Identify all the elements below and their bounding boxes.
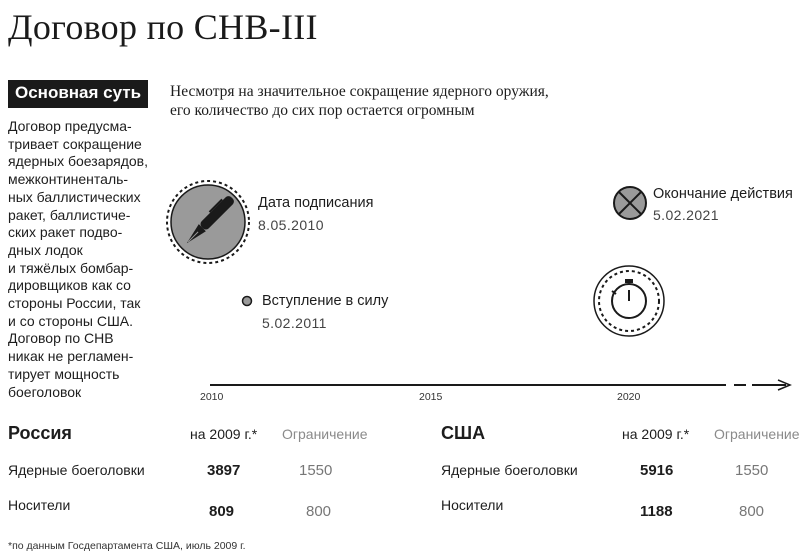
summary-line: ских ракет подво- <box>8 224 123 241</box>
signing-date: 8.05.2010 <box>258 217 324 233</box>
russia-row-limit: 800 <box>306 503 332 520</box>
russia-title: Россия <box>8 423 72 443</box>
page-title: Договор по СНВ-III <box>8 7 318 47</box>
cross-circle-icon <box>614 187 646 219</box>
summary-line: и тяжёлых бомбар- <box>8 259 134 276</box>
pen-icon <box>167 181 249 263</box>
timeline-axis <box>210 380 790 390</box>
summary-line: никак не регламен- <box>8 348 134 365</box>
headline-line: его количество до сих пор остается огромным <box>170 102 475 119</box>
russia-col-year: на 2009 г.* <box>190 426 258 442</box>
summary-line: ных баллистических <box>8 188 141 205</box>
russia-row-label: Носители <box>8 497 71 513</box>
usa-row-limit: 800 <box>739 503 765 520</box>
year-tick: 2010 <box>200 391 224 403</box>
summary-line: и со стороны США. <box>8 312 134 329</box>
summary-line: Договор по СНВ <box>8 330 114 347</box>
signing-label: Дата подписания <box>258 195 374 211</box>
effect-date: 5.02.2011 <box>262 315 327 331</box>
effect-label: Вступление в силу <box>262 293 389 309</box>
usa-row-label: Носители <box>441 497 504 513</box>
russia-row-value: 3897 <box>207 462 241 479</box>
russia-col-limit: Ограничение <box>282 426 368 442</box>
usa-title: США <box>441 423 486 443</box>
summary-line: тирует мощность <box>8 365 120 382</box>
stopwatch-icon <box>594 266 664 336</box>
year-tick: 2020 <box>617 391 641 403</box>
end-label: Окончание действия <box>653 186 793 202</box>
end-date: 5.02.2021 <box>653 207 719 223</box>
summary-line: боеголовок <box>8 383 82 400</box>
russia-row-limit: 1550 <box>299 462 333 479</box>
usa-row-label: Ядерные боеголовки <box>441 462 578 478</box>
summary-line: Договор предусма- <box>8 118 132 134</box>
headline-line: Несмотря на значительное сокращение ядерного оружия, <box>170 83 549 100</box>
usa-col-year: на 2009 г.* <box>622 426 690 442</box>
russia-row-value: 809 <box>209 503 235 520</box>
usa-row-value: 1188 <box>640 503 673 520</box>
usa-col-limit: Ограничение <box>714 426 800 442</box>
summary-line: ракет, баллистиче- <box>8 206 131 223</box>
usa-row-limit: 1550 <box>735 462 769 479</box>
section-badge: Основная суть <box>8 80 148 108</box>
year-tick: 2015 <box>419 391 443 403</box>
summary-line: ядерных боезарядов, <box>8 153 148 170</box>
summary-line: стороны России, так <box>8 295 141 312</box>
summary-line: тривает сокращение <box>8 135 142 152</box>
dot-icon <box>243 297 252 306</box>
usa-row-value: 5916 <box>640 462 674 479</box>
footnote: *по данным Госдепартамента США, июль 2009 г. <box>8 540 246 552</box>
russia-row-label: Ядерные боеголовки <box>8 462 145 478</box>
summary-line: дировщиков как со <box>8 277 131 294</box>
summary-line: межконтиненталь- <box>8 171 129 188</box>
summary-line: дных лодок <box>8 241 83 258</box>
